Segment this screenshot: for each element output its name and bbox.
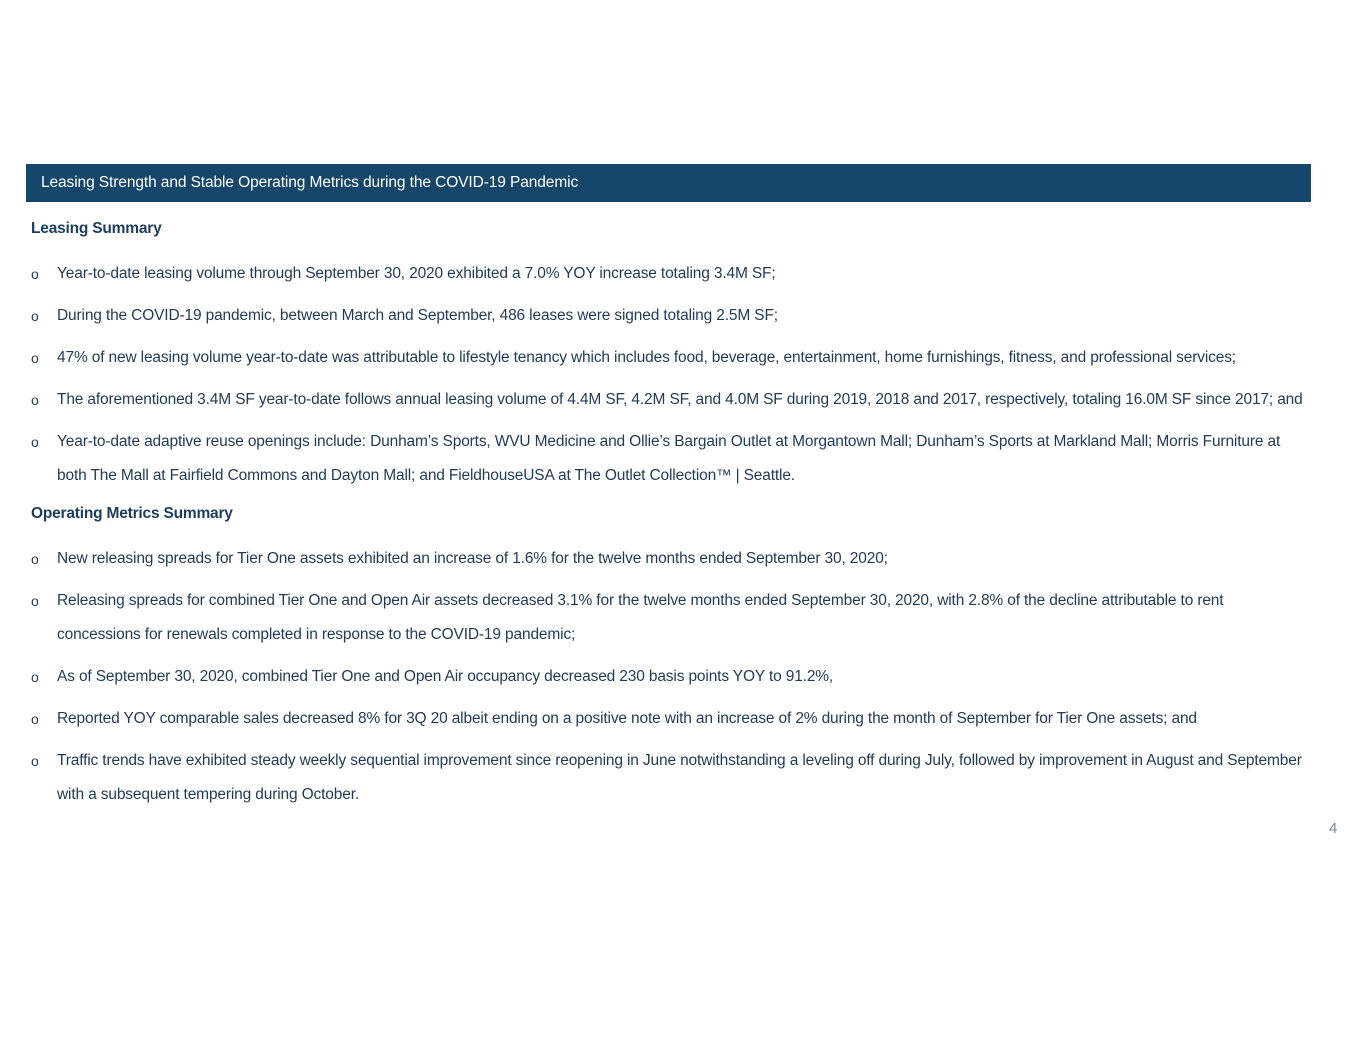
list-item	[31, 542, 1306, 576]
list-item	[31, 425, 1306, 493]
section-banner	[26, 164, 1311, 202]
bullet-icon: o	[31, 266, 39, 282]
leasing-summary-heading: Leasing Summary	[31, 220, 162, 237]
list-item	[31, 702, 1306, 736]
bullet-icon: o	[31, 711, 39, 727]
list-item-text: The aforementioned 3.4M SF year-to-date follows annual leasing volume of 4.4M SF, 4.2M SF, and 4.0M SF during 2019, 2018 and 2017, respectively, totaling 16.0M SF since 2017; and	[57, 391, 1303, 408]
list-item-text: Year-to-date leasing volume through September 30, 2020 exhibited a 7.0% YOY increase totaling 3.4M SF;	[57, 265, 776, 282]
list-item-text: Year-to-date adaptive reuse openings include: Dunham’s Sports, WVU Medicine and Ollie’s Bargain Outlet at Morgantown Mall; Dunham’s Sports at Markland Mall; Morris Furniture at both The Mall at Fairfield Commons and Dayton Mall; and FieldhouseUSA at The Outlet Collection™ | Seattle.	[57, 433, 1281, 484]
list-item-text: Traffic trends have exhibited steady weekly sequential improvement since reopening in June notwithstanding a leveling off during July, followed by improvement in August and September with a subsequent tempering during October.	[57, 752, 1302, 803]
bullet-icon: o	[31, 392, 39, 408]
list-item-text: New releasing spreads for Tier One assets exhibited an increase of 1.6% for the twelve months ended September 30, 2020;	[57, 550, 888, 567]
list-item-text: During the COVID-19 pandemic, between March and September, 486 leases were signed totaling 2.5M SF;	[57, 307, 778, 324]
list-item	[31, 341, 1306, 375]
bullet-icon: o	[31, 434, 39, 450]
operating-metrics-summary-heading: Operating Metrics Summary	[31, 505, 233, 522]
bullet-icon: o	[31, 669, 39, 685]
page-number: 4	[1329, 820, 1338, 837]
bullet-icon: o	[31, 308, 39, 324]
list-item-text: Reported YOY comparable sales decreased 8% for 3Q 20 albeit ending on a positive note with an increase of 2% during the month of September for Tier One assets; and	[57, 710, 1197, 727]
bullet-icon: o	[31, 350, 39, 366]
list-item	[31, 299, 1306, 333]
bullet-icon: o	[31, 753, 39, 769]
list-item	[31, 383, 1306, 417]
list-item	[31, 660, 1306, 694]
content-body	[31, 216, 1306, 820]
list-item-text: Releasing spreads for combined Tier One and Open Air assets decreased 3.1% for the twelve months ended September 30, 2020, with 2.8% of the decline attributable to rent concessions for renewals completed in response to the COVID-19 pandemic;	[57, 592, 1224, 643]
list-item	[31, 744, 1306, 812]
list-item-text: As of September 30, 2020, combined Tier One and Open Air occupancy decreased 230 basis points YOY to 91.2%,	[57, 668, 834, 685]
bullet-icon: o	[31, 593, 39, 609]
list-item	[31, 584, 1306, 652]
banner-title: Leasing Strength and Stable Operating Metrics during the COVID-19 Pandemic	[41, 174, 579, 191]
list-item	[31, 257, 1306, 291]
list-item-text: 47% of new leasing volume year-to-date was attributable to lifestyle tenancy which includes food, beverage, entertainment, home furnishings, fitness, and professional services;	[57, 349, 1236, 366]
bullet-icon: o	[31, 551, 39, 567]
